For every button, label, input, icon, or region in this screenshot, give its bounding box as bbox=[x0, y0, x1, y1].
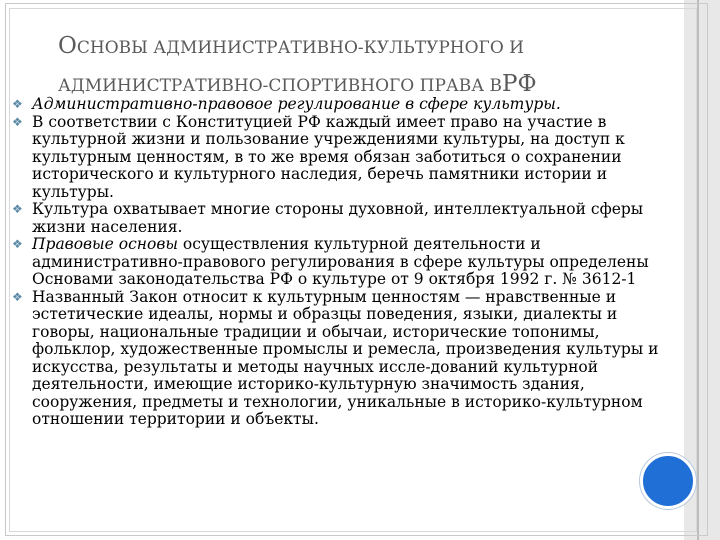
bullet-text bbox=[32, 96, 680, 114]
bullet-item bbox=[12, 236, 680, 289]
bullet-text bbox=[32, 289, 680, 429]
bullet-item bbox=[12, 96, 680, 114]
bullet-diamond-icon: ❖ bbox=[12, 97, 23, 111]
bullet-diamond-icon: ❖ bbox=[12, 114, 23, 129]
slide-title bbox=[58, 28, 668, 104]
bullet-item bbox=[12, 289, 680, 429]
title-line-2-text: АДМИНИСТРАТИВНО-СПОРТИВНОГО ПРАВА В bbox=[58, 76, 503, 96]
bullet-text bbox=[32, 114, 680, 202]
bullet-plain-text: В соответствии с Конституцией РФ каждый имеет право на участие в культурной жизни и пользование учреждениями культуры, на доступ к культурным ценностям, в то же время обязан заботиться о сохранении исторического и культурного наследия, беречь памятники истории и культуры. bbox=[32, 112, 625, 201]
bullet-text bbox=[32, 236, 680, 289]
slide-content bbox=[12, 96, 680, 429]
bullet-italic-text: Правовые основы bbox=[32, 235, 178, 253]
bullet-plain-text: осуществления культурной деятельности и административно-правового регулирования в сфере культуры определены Основами законодательства РФ о культуре от 9 октября 1992 г. № 3612-1 bbox=[32, 235, 649, 288]
bullet-item bbox=[12, 201, 680, 236]
bullet-diamond-icon: ❖ bbox=[12, 202, 23, 216]
title-line-1-text: СНОВЫ АДМИНИСТРАТИВНО-КУЛЬТУРНОГО И bbox=[76, 38, 524, 58]
bullet-italic-text: Административно-правовое регулирование в сфере культуры. bbox=[32, 95, 561, 113]
title-line-1 bbox=[58, 28, 668, 66]
bullet-diamond-icon: ❖ bbox=[12, 289, 23, 304]
bullet-item bbox=[12, 114, 680, 202]
bullet-diamond-icon: ❖ bbox=[12, 237, 23, 251]
bullet-plain-text: Названный Закон относит к культурным ценностям — нравственные и эстетические идеалы, нормы и образцы поведения, языки, диалекты и говоры, национальные традиции и обычаи, исторические топонимы, фольклор, художественные промыслы и ремесла, произведения культуры и искусства, результаты и методы научных иссле-дований культурной деятельности, имеющие историко-культурную значимость здания, сооружения, предметы и технологии, уникальные в историко-культурном отношении территории и объекты. bbox=[32, 287, 659, 428]
title-initial: О bbox=[58, 33, 77, 59]
title-suffix: РФ bbox=[502, 71, 537, 97]
bullet-text bbox=[32, 201, 680, 236]
blue-circle-decoration bbox=[640, 453, 696, 509]
bullet-plain-text: Культура охватывает многие стороны духовной, интеллектуальной сферы жизни населения. bbox=[32, 200, 644, 236]
